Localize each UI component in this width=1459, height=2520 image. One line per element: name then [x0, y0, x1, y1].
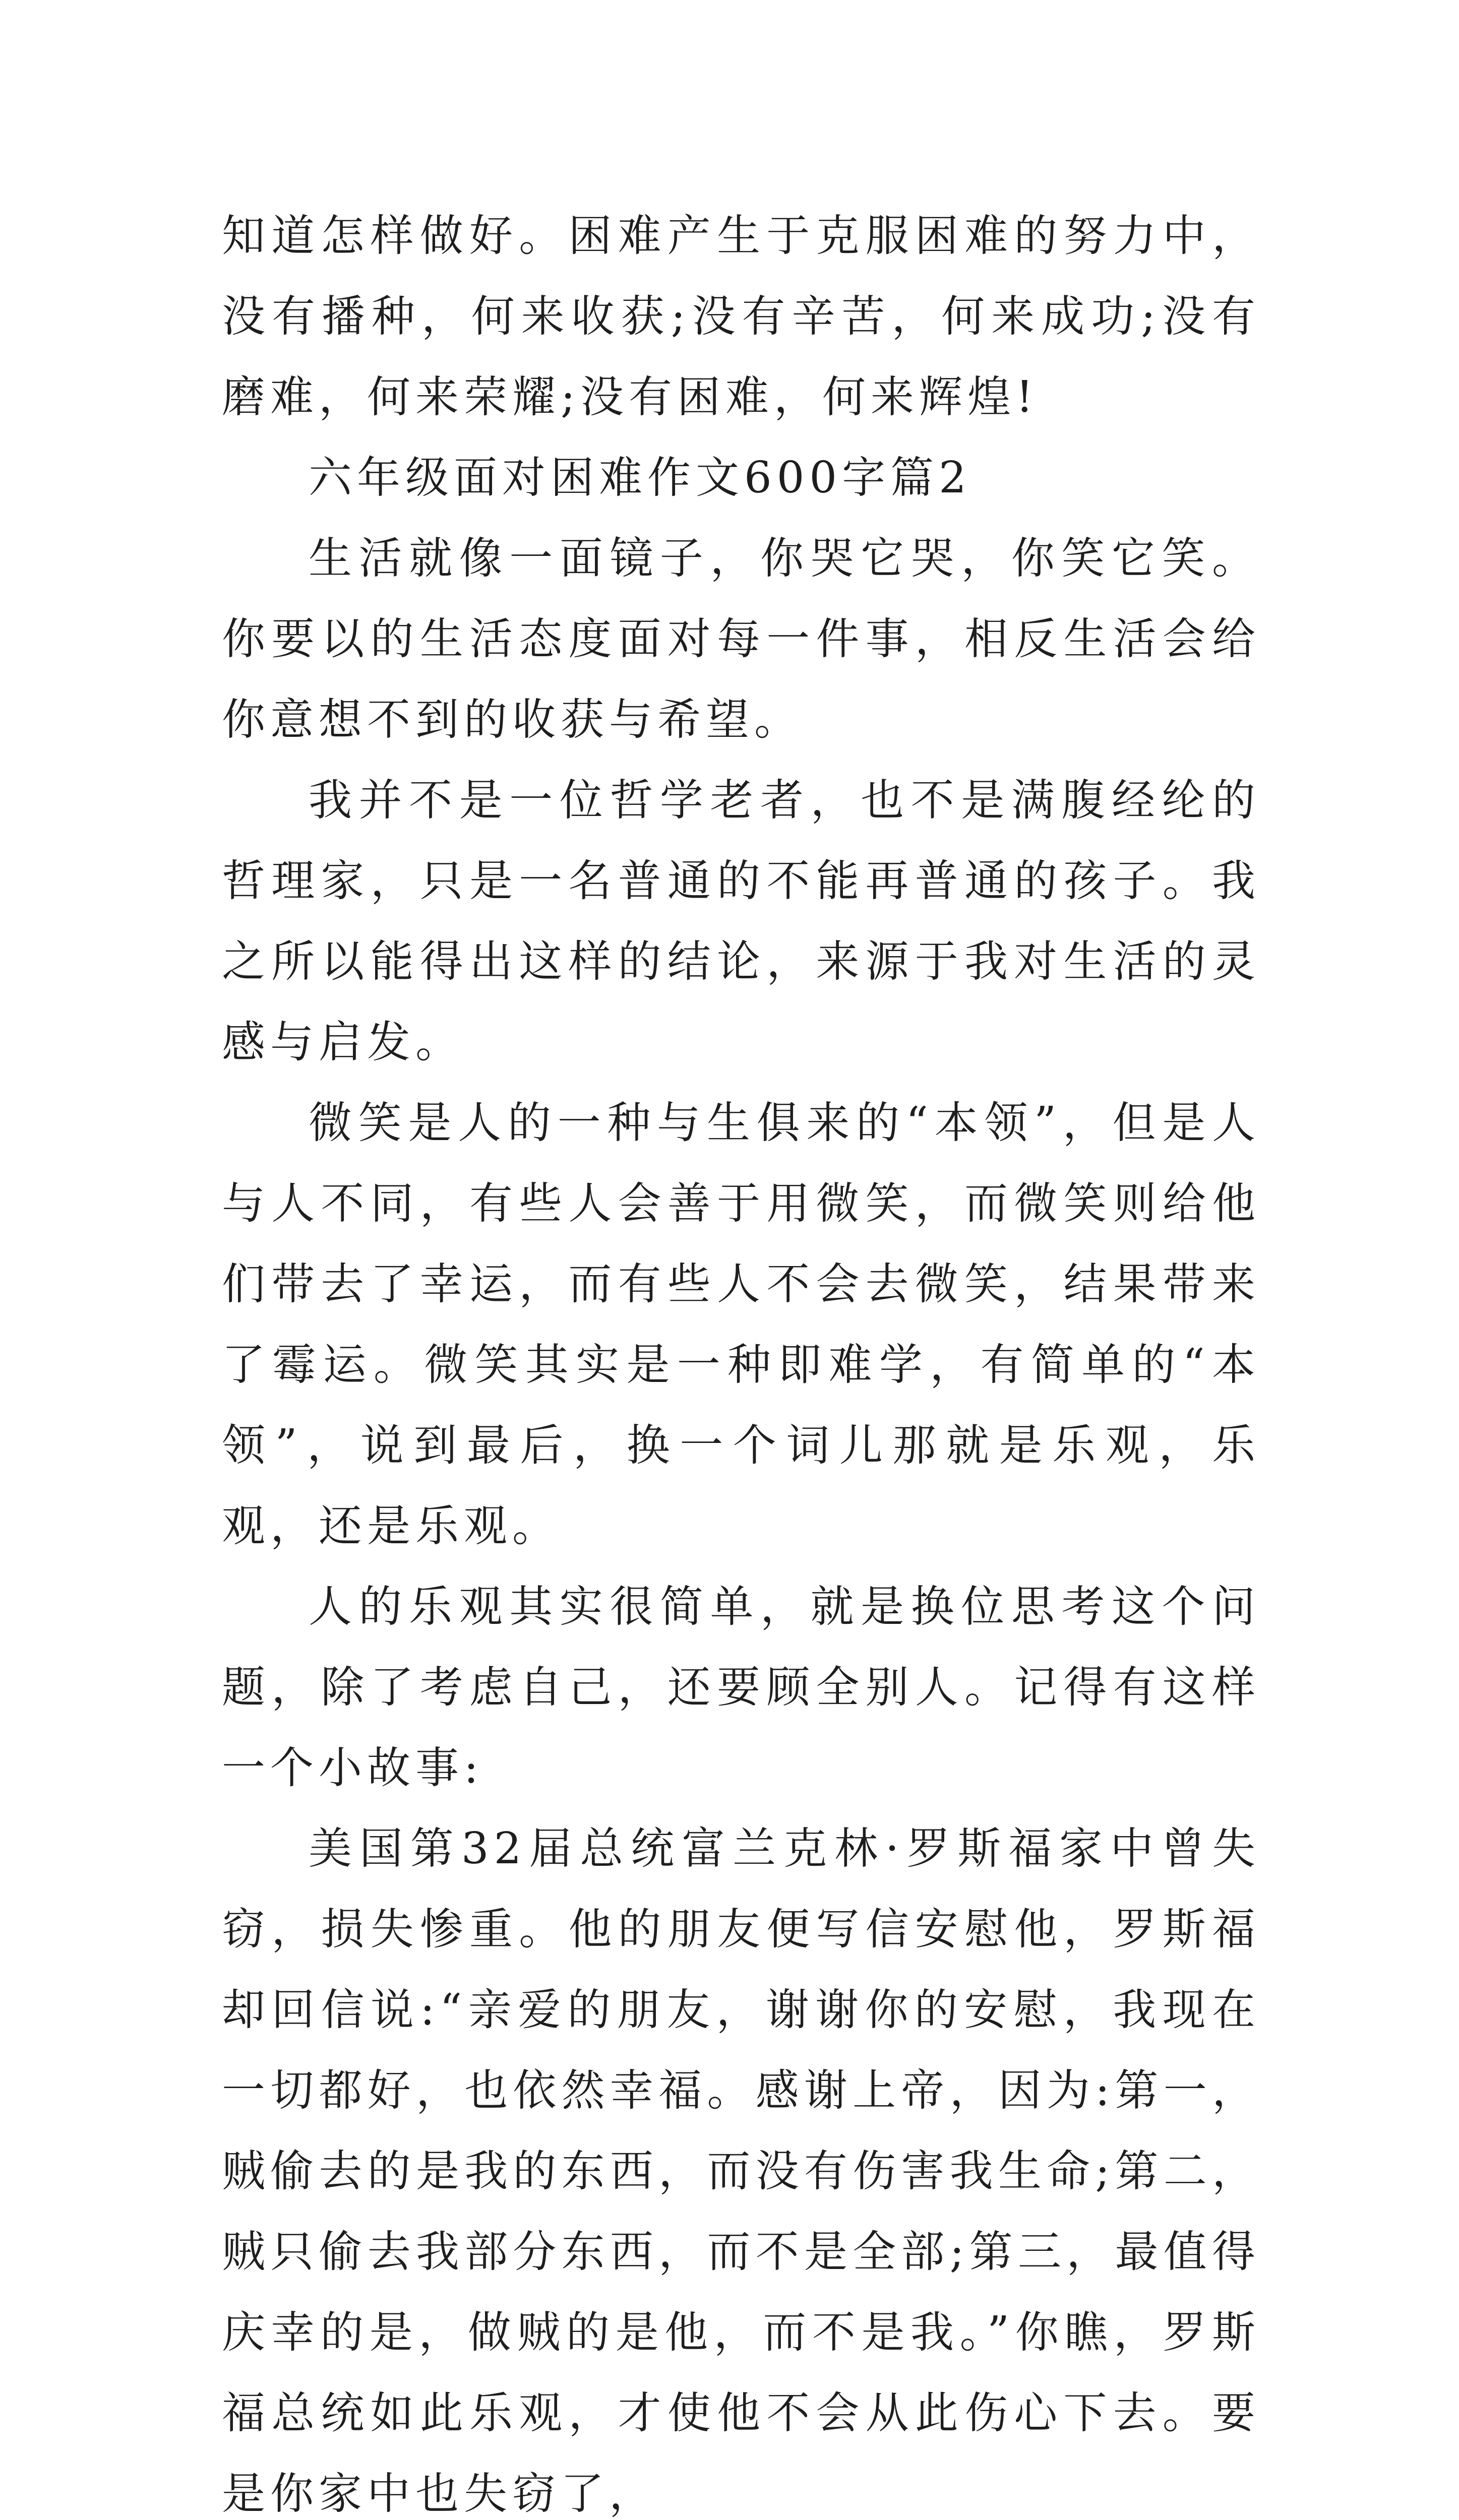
- paragraph-optimism: 人的乐观其实很简单，就是换位思考这个问题，除了考虑自己，还要顾全别人。记得有这样一个小故事:: [222, 1582, 1260, 1793]
- paragraph-continuation: 知道怎样做好。困难产生于克服困难的努力中，没有播种，何来收获;没有辛苦，何来成功;没有磨难，何来荣耀;没有困难，何来辉煌!: [222, 211, 1260, 422]
- paragraph-mirror: 生活就像一面镜子，你哭它哭，你笑它笑。你要以的生活态度面对每一件事，相反生活会给你意想不到的收获与希望。: [222, 533, 1260, 745]
- document-body: [222, 196, 1260, 2520]
- section-heading: 六年级面对困难作文600字篇2: [309, 453, 971, 503]
- paragraph-roosevelt: 美国第32届总统富兰克林·罗斯福家中曾失窃，损失惨重。他的朋友便写信安慰他，罗斯福却回信说:“亲爱的朋友，谢谢你的安慰，我现在一切都好，也依然幸福。感谢上帝，因为:第一，贼偷去的是我的东西，而没有伤害我生命;第二，贼只偷去我部分东西，而不是全部;第三，最值得庆幸的是，做贼的是他，而不是我。”你瞧，罗斯福总统如此乐观，才使他不会从此伤心下去。要是你家中也失窃了，: [222, 1823, 1260, 2519]
- paragraph-philosopher: 我并不是一位哲学老者，也不是满腹经纶的哲理家，只是一名普通的不能再普通的孩子。我之所以能得出这样的结论，来源于我对生活的灵感与启发。: [222, 775, 1260, 1067]
- paragraph-smile: 微笑是人的一种与生俱来的“本领”，但是人与人不同，有些人会善于用微笑，而微笑则给他们带去了幸运，而有些人不会去微笑，结果带来了霉运。微笑其实是一种即难学，有简单的“本领”，说到最后，换一个词儿那就是乐观，乐观，还是乐观。: [222, 1098, 1260, 1551]
